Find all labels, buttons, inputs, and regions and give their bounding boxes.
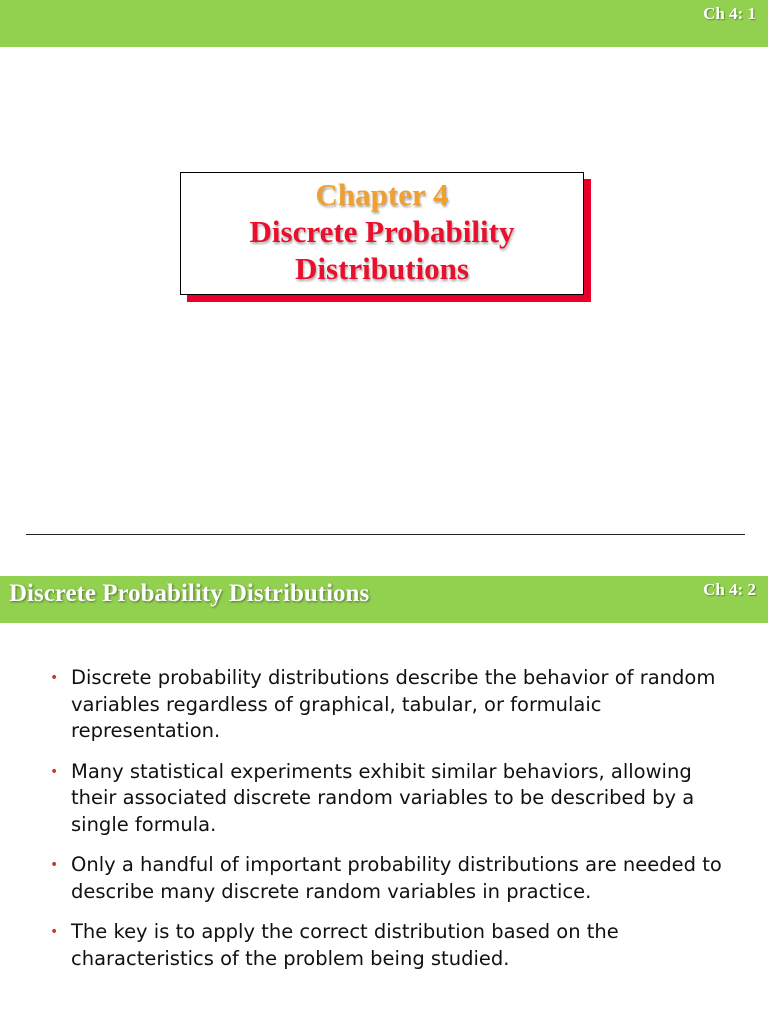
- chapter-title: Chapter 4: [315, 177, 449, 212]
- list-item: [50, 919, 740, 972]
- title-box: [180, 172, 584, 295]
- bullet-text: Discrete probability distributions describe the behavior of random variables regardless of graphical, tabular, or formulaic representation.: [71, 666, 716, 742]
- bullet-dot-icon: •: [50, 857, 59, 873]
- slide-1-banner: [0, 0, 768, 47]
- slide-1: [0, 0, 768, 500]
- slide-2-heading: Discrete Probability Distributions: [9, 580, 370, 607]
- slide-2-banner: [0, 576, 768, 623]
- bullet-list: [50, 665, 740, 986]
- chapter-subtitle-line-2: Distributions: [295, 251, 469, 286]
- bullet-text: The key is to apply the correct distribution based on the characteristics of the problem being studied.: [71, 920, 619, 970]
- bullet-dot-icon: •: [50, 763, 59, 780]
- list-item: [50, 759, 740, 839]
- bullet-dot-icon: •: [50, 670, 59, 686]
- list-item: [50, 665, 740, 745]
- chapter-subtitle-line-1: Discrete Probability: [249, 214, 515, 249]
- slide-divider: [26, 534, 745, 535]
- bullet-dot-icon: •: [50, 924, 59, 940]
- bullet-text: Many statistical experiments exhibit similar behaviors, allowing their associated discrete random variables to be described by a single formula.: [71, 759, 695, 836]
- slide-2-page-number: Ch 4: 2: [703, 580, 756, 599]
- list-item: [50, 852, 740, 905]
- bullet-text: Only a handful of important probability distributions are needed to describe many discrete random variables in practice.: [71, 853, 722, 903]
- slide-1-page-number: Ch 4: 1: [703, 4, 756, 23]
